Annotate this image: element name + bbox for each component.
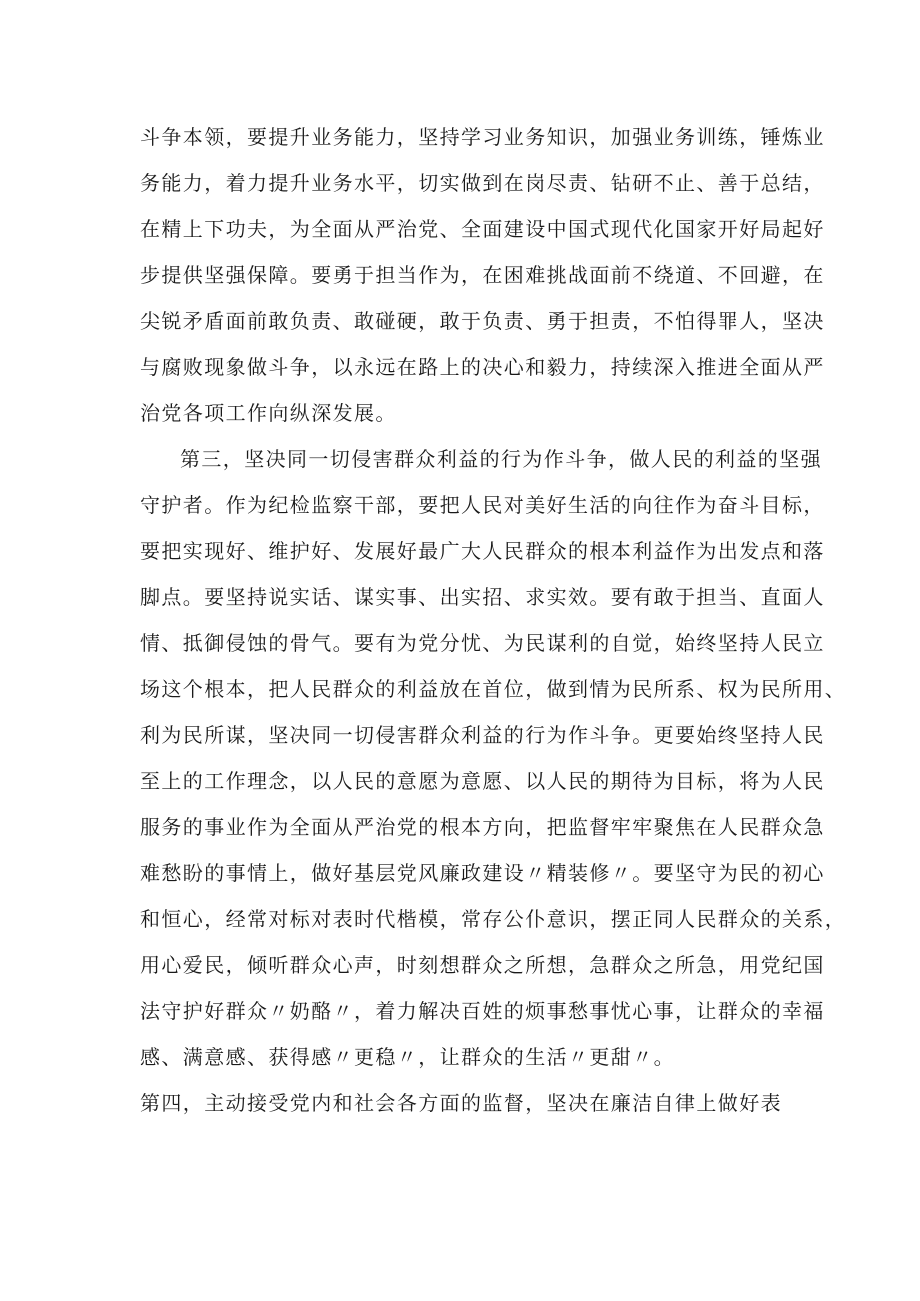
text-line: 在精上下功夫，为全面从严治党、全面建设中国式现代化国家开好局起好 [140,217,825,241]
paragraph-heading-third: 第三，坚决同一切侵害群众利益的行为作斗争，做人民的利益的坚强 [180,447,822,471]
text-line: 用心爱民，倾听群众心声，时刻想群众之所想，急群众之所急，用党纪国 [140,953,825,977]
text-line: 第四，主动接受党内和社会各方面的监督，坚决在廉洁自律上做好表 [140,1091,782,1115]
text-line: 与腐败现象做斗争，以永远在路上的决心和毅力，持续深入推进全面从严 [140,355,825,379]
text-line: 至上的工作理念，以人民的意愿为意愿、以人民的期待为目标，将为人民 [140,769,825,793]
text-line: 感、满意感、获得感〃更稳〃，让群众的生活〃更甜〃。 [140,1045,675,1069]
text-line: 尖锐矛盾面前敢负责、敢碰硬，敢于负责、勇于担责，不怕得罪人，坚决 [140,309,825,333]
text-line: 步提供坚强保障。要勇于担当作为，在困难挑战面前不绕道、不回避，在 [140,263,825,287]
text-line: 服务的事业作为全面从严治党的根本方向，把监督牢牢聚焦在人民群众急 [140,815,825,839]
text-line: 要把实现好、维护好、发展好最广大人民群众的根本利益作为出发点和落 [140,539,825,563]
text-line: 脚点。要坚持说实话、谋实事、出实招、求实效。要有敢于担当、直面人 [140,585,825,609]
text-line: 治党各项工作向纵深发展。 [140,401,397,425]
text-line: 法守护好群众〃奶酪〃，着力解决百姓的烦事愁事忧心事，让群众的幸福 [140,999,825,1023]
text-line: 难愁盼的事情上，做好基层党风廉政建设〃精装修〃。要坚守为民的初心 [140,861,825,885]
text-line: 务能力，着力提升业务水平，切实做到在岗尽责、钻研不止、善于总结， [140,171,825,195]
text-line: 守护者。作为纪检监察干部，要把人民对美好生活的向往作为奋斗目标， [140,493,825,517]
text-line: 斗争本领，要提升业务能力，坚持学习业务知识，加强业务训练，锤炼业 [140,125,825,149]
text-line: 和恒心，经常对标对表时代楷模，常存公仆意识，摆正同人民群众的关系， [140,907,847,931]
text-line: 情、抵御侵蚀的骨气。要有为党分忧、为民谋利的自觉，始终坚持人民立 [140,631,825,655]
text-line: 场这个根本，把人民群众的利益放在首位，做到情为民所系、权为民所用、 [140,677,847,701]
text-line: 利为民所谋，坚决同一切侵害群众利益的行为作斗争。更要始终坚持人民 [140,723,825,747]
